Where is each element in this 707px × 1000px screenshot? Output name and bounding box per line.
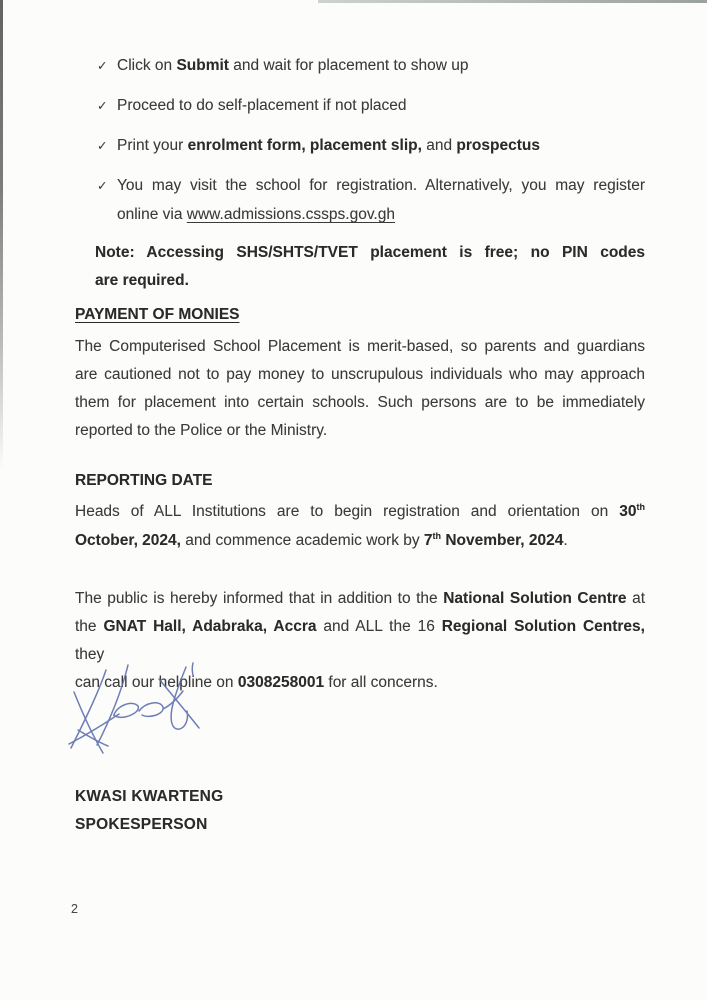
checkmark-icon: ✓ xyxy=(97,59,108,73)
checklist-item-text: Proceed to do self-placement if not placed xyxy=(117,97,407,114)
text-line: Note: Accessing SHS/SHTS/TVET placement is free; no PIN codes xyxy=(95,244,645,261)
ordinal-superscript: th xyxy=(432,531,442,541)
text-run: can call our helpline on xyxy=(75,674,238,691)
checklist-item-text xyxy=(117,131,645,161)
text-run: and wait for placement to show up xyxy=(228,57,469,74)
checkmark-icon: ✓ xyxy=(97,99,108,113)
text-run-bold: GNAT Hall, Adabraka, Accra xyxy=(103,618,317,635)
reporting-paragraph xyxy=(75,498,645,556)
signatory-block xyxy=(75,783,645,839)
text-run-bold: 0308258001 xyxy=(237,674,325,691)
text-run-bold: 30 xyxy=(619,503,637,520)
instruction-checklist xyxy=(75,51,645,229)
note-paragraph xyxy=(95,239,645,295)
text-run: . xyxy=(563,532,568,549)
checklist-item-submit xyxy=(97,51,645,81)
checklist-item-print xyxy=(97,131,645,161)
text-run: the xyxy=(75,618,104,635)
checkmark-icon: ✓ xyxy=(97,139,108,153)
checklist-item-text xyxy=(117,171,645,229)
checklist-item-visit-school xyxy=(97,171,645,229)
text-run: and ALL the 16 xyxy=(316,618,442,635)
text-run-bold: Submit xyxy=(176,57,229,74)
text-run: and commence academic work by xyxy=(180,532,424,549)
scan-edge-top xyxy=(318,0,707,3)
signatory-name: KWASI KWARTENG xyxy=(75,788,224,805)
text-run-bold: October, 2024, xyxy=(75,532,181,549)
text-line xyxy=(75,527,645,556)
text-line xyxy=(75,585,645,613)
payment-of-monies-heading: PAYMENT OF MONIES xyxy=(75,306,240,323)
payment-paragraph xyxy=(75,333,645,445)
checklist-item-text xyxy=(117,51,645,81)
text-line: reported to the Police or the Ministry. xyxy=(75,422,328,439)
text-run: at xyxy=(626,590,646,607)
text-run-bold: enrolment form, placement slip, xyxy=(187,137,422,154)
text-line: them for placement into certain schools. Such persons are to be immediately xyxy=(75,394,645,411)
text-run: online via xyxy=(117,206,187,223)
page-number: 2 xyxy=(71,902,78,916)
text-line xyxy=(75,498,645,527)
text-run: Print your xyxy=(117,137,188,154)
text-run-bold: November, 2024 xyxy=(441,532,564,549)
text-run-bold: National Solution Centre xyxy=(443,590,627,607)
printed-url: www.admissions.cssps.gov.gh xyxy=(186,206,395,223)
text-run: for all concerns. xyxy=(324,674,438,691)
text-run: The public is hereby informed that in addition to the xyxy=(75,590,444,607)
signature-image xyxy=(62,662,202,762)
checkmark-icon: ✓ xyxy=(97,179,108,193)
text-run-bold: Regional Solution Centres, xyxy=(441,618,645,635)
text-line: are cautioned not to pay money to unscrupulous individuals who may approach xyxy=(75,366,645,383)
text-run-bold: prospectus xyxy=(456,137,540,154)
text-run: Click on xyxy=(117,57,177,74)
scan-edge-left xyxy=(0,0,3,470)
signatory-title: SPOKESPERSON xyxy=(75,816,208,833)
text-line: The Computerised School Placement is merit-based, so parents and guardians xyxy=(75,338,645,355)
text-line: You may visit the school for registration. Alternatively, you may register xyxy=(117,177,645,194)
text-line: are required. xyxy=(95,272,189,289)
text-line xyxy=(117,200,645,229)
text-run-bold: 7 xyxy=(423,532,433,549)
text-line xyxy=(75,613,645,669)
text-run: they xyxy=(75,646,105,663)
ordinal-superscript: th xyxy=(636,502,645,512)
reporting-date-heading: REPORTING DATE xyxy=(75,472,213,489)
text-run: and xyxy=(421,137,457,154)
checklist-item-self-placement xyxy=(97,91,645,121)
text-run: Heads of ALL Institutions are to begin registration and orientation on xyxy=(75,503,620,520)
